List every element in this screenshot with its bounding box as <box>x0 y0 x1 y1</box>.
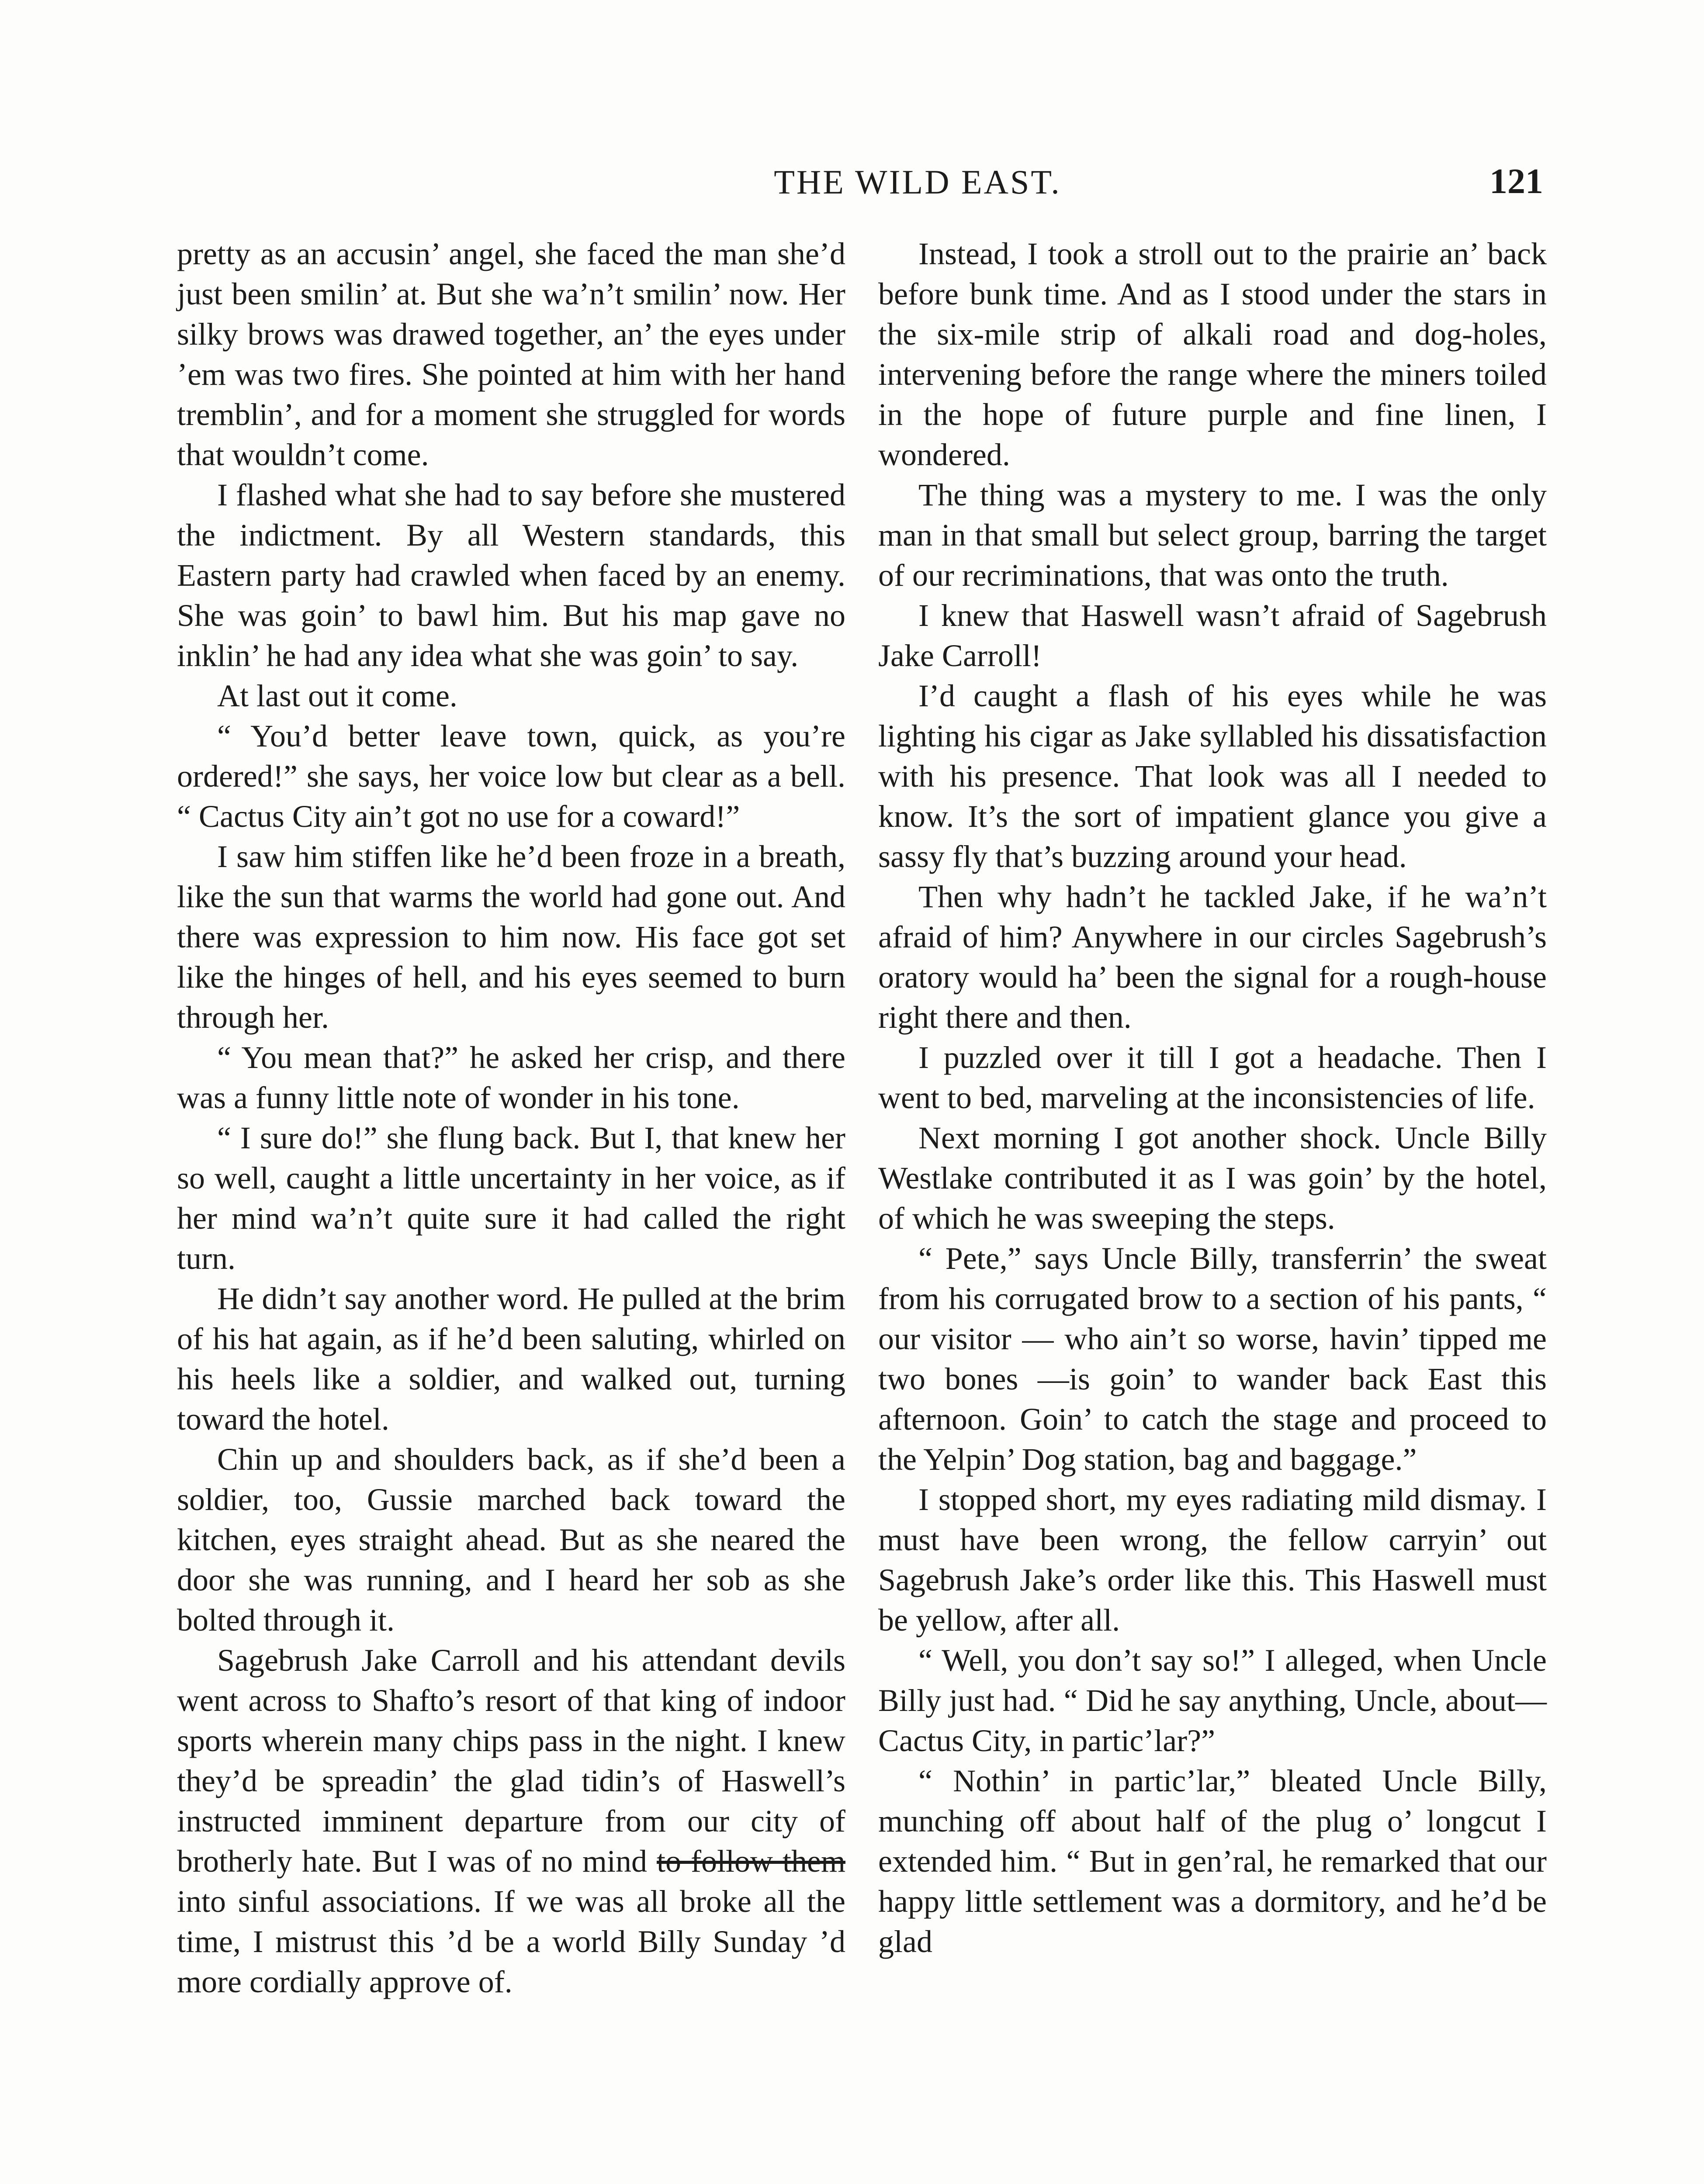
right-column <box>878 234 1547 1962</box>
paragraph: “ You mean that?” he asked her crisp, and there was a funny little note of wonder in his tone. <box>177 1040 845 1115</box>
paragraph: I puzzled over it till I got a headache. Then I went to bed, marveling at the inconsistencies of life. <box>878 1040 1547 1115</box>
paragraph: “ Pete,” says Uncle Billy, transferrin’ the sweat from his corrugated brow to a section of his pants, “ our visitor — who ain’t so worse, havin’ tipped me two bones —is goin’ to wander back East this afternoon. Goin’ to catch the stage and proceed to the Yelpin’ Dog station, bag and baggage.” <box>878 1241 1547 1477</box>
paragraph: He didn’t say another word. He pulled at the brim of his hat again, as if he’d been saluting, whirled on his heels like a soldier, and walked out, turning toward the hotel. <box>177 1281 845 1437</box>
paragraph: pretty as an accusin’ angel, she faced the man she’d just been smilin’ at. But she wa’n’t smilin’ now. Her silky brows was drawed together, an’ the eyes under ’em was two fires. She pointed at him with her hand tremblin’, and for a moment she struggled for words that wouldn’t come. <box>177 236 845 472</box>
paragraph: Instead, I took a stroll out to the prairie an’ back before bunk time. And as I stood under the stars in the six-mile strip of alkali road and dog-holes, intervening before the range where the miners toiled in the hope of future purple and fine linen, I wondered. <box>878 236 1547 472</box>
paragraph: “ Well, you don’t say so!” I alleged, when Uncle Billy just had. “ Did he say anything, Uncle, about—Cactus City, in partic’lar?” <box>878 1643 1547 1758</box>
paragraph: I’d caught a flash of his eyes while he was lighting his cigar as Jake syllabled his dissatisfaction with his presence. That look was all I needed to know. It’s the sort of impatient glance you give a sassy fly that’s buzzing around your head. <box>878 678 1547 874</box>
paragraph: The thing was a mystery to me. I was the only man in that small but select group, barring the target of our recriminations, that was onto the truth. <box>878 477 1547 593</box>
paragraph: I saw him stiffen like he’d been froze in a breath, like the sun that warms the world had gone out. And there was expression to him now. His face got set like the hinges of hell, and his eyes seemed to burn through her. <box>177 839 845 1035</box>
paragraph-text: into sinful associations. If we was all broke all the time, I mistrust this ’d be a world Billy Sunday ’d more cordially approve of. <box>177 1884 845 1999</box>
left-column <box>177 234 845 2002</box>
paragraph: At last out it come. <box>217 678 457 713</box>
running-head <box>0 162 1704 206</box>
paragraph: I stopped short, my eyes radiating mild dismay. I must have been wrong, the fellow carryin’ out Sagebrush Jake’s order like this. This Haswell must be yellow, after all. <box>878 1482 1547 1638</box>
paragraph: “ Nothin’ in partic’lar,” bleated Uncle Billy, munching off about half of the plug o’ longcut I extended him. “ But in gen’ral, he remarked that our happy little settlement was a dormitory, and he’d be glad <box>878 1763 1547 1959</box>
paragraph: I knew that Haswell wasn’t afraid of Sagebrush Jake Carroll! <box>878 598 1547 673</box>
running-title: THE WILD EAST. <box>774 163 1061 201</box>
paragraph: Then why hadn’t he tackled Jake, if he wa’n’t afraid of him? Anywhere in our circles Sagebrush’s oratory would ha’ been the signal for a rough-house right there and then. <box>878 879 1547 1035</box>
paragraph: Chin up and shoulders back, as if she’d been a soldier, too, Gussie marched back toward the kitchen, eyes straight ahead. But as she neared the door she was running, and I heard her sob as she bolted through it. <box>177 1442 845 1638</box>
paragraph: “ You’d better leave town, quick, as you’re ordered!” she says, her voice low but clear as a bell. “ Cactus City ain’t got no use for a coward!” <box>177 719 845 834</box>
paragraph <box>177 1640 845 2002</box>
paragraph: Next morning I got another shock. Uncle Billy Westlake contributed it as I was goin’ by the hotel, of which he was sweeping the steps. <box>878 1120 1547 1236</box>
page-number: 121 <box>1489 161 1543 201</box>
paragraph: “ I sure do!” she flung back. But I, that knew her so well, caught a little uncertainty in her voice, as if her mind wa’n’t quite sure it had called the right turn. <box>177 1120 845 1276</box>
paragraph-text: Sagebrush Jake Carroll and his attendant devils went across to Shafto’s resort of that king of indoor sports wherein many chips pass in the night. I knew they’d be spreadin’ the glad tidin’s of Haswell’s instructed imminent departure from our city of brotherly hate. But I was of no mind <box>177 1643 845 1879</box>
paragraph: I flashed what she had to say before she mustered the indictment. By all Western standards, this Eastern party had crawled when faced by an enemy. She was goin’ to bawl him. But his map gave no inklin’ he had any idea what she was goin’ to say. <box>177 477 845 673</box>
struck-through-text: to follow them <box>657 1844 845 1879</box>
